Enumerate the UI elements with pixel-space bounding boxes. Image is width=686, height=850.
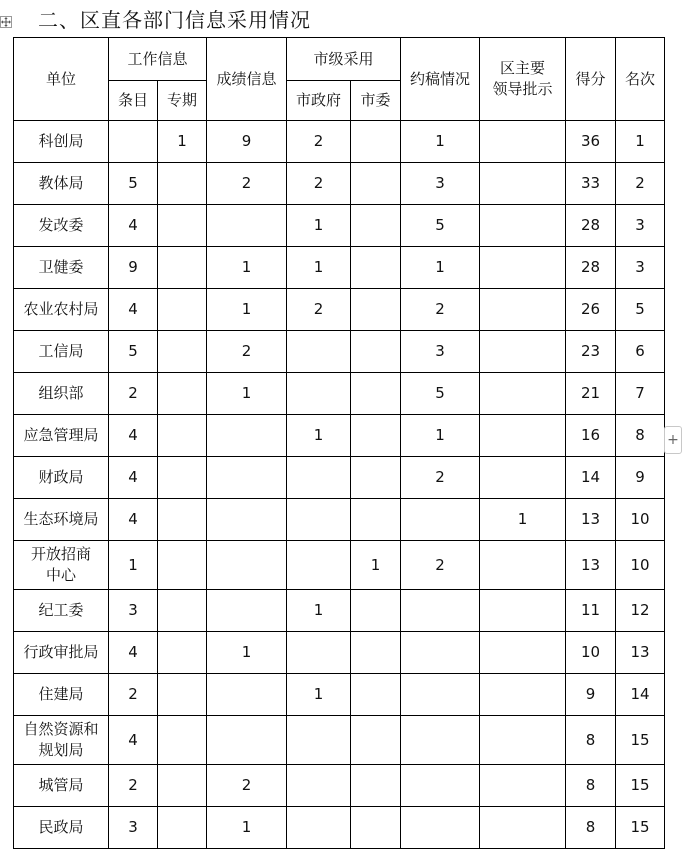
cell-rank: 10 (616, 499, 665, 541)
cell-rank: 14 (616, 674, 665, 716)
cell-unit: 科创局 (14, 121, 109, 163)
cell-city-gov (287, 331, 351, 373)
cell-achievements: 1 (207, 289, 287, 331)
cell-city-gov (287, 499, 351, 541)
cell-achievements: 2 (207, 765, 287, 807)
cell-unit: 开放招商中心 (14, 541, 109, 590)
cell-leader (480, 765, 566, 807)
cell-leader: 1 (480, 499, 566, 541)
cell-achievements (207, 541, 287, 590)
cell-leader (480, 121, 566, 163)
cell-special (158, 457, 207, 499)
cell-unit: 城管局 (14, 765, 109, 807)
cell-score: 10 (566, 632, 616, 674)
cell-items (109, 121, 158, 163)
cell-score: 28 (566, 247, 616, 289)
table-row (14, 415, 665, 457)
cell-leader (480, 541, 566, 590)
cell-commissioned (401, 765, 480, 807)
cell-commissioned (401, 499, 480, 541)
cell-city-committee (351, 674, 401, 716)
cell-achievements (207, 457, 287, 499)
cell-rank: 6 (616, 331, 665, 373)
cell-achievements: 1 (207, 632, 287, 674)
table-row (14, 457, 665, 499)
cell-city-committee (351, 163, 401, 205)
cell-commissioned (401, 590, 480, 632)
cell-special (158, 415, 207, 457)
cell-city-gov (287, 716, 351, 765)
cell-city-committee (351, 632, 401, 674)
cell-commissioned: 3 (401, 163, 480, 205)
cell-special (158, 331, 207, 373)
cell-leader (480, 807, 566, 849)
cell-leader (480, 716, 566, 765)
plus-icon[interactable]: + (664, 426, 682, 454)
cell-unit: 住建局 (14, 674, 109, 716)
cell-items: 5 (109, 331, 158, 373)
cell-unit: 民政局 (14, 807, 109, 849)
cell-unit: 工信局 (14, 331, 109, 373)
cell-items: 4 (109, 499, 158, 541)
table-row (14, 590, 665, 632)
cell-score: 8 (566, 765, 616, 807)
cell-score: 26 (566, 289, 616, 331)
table-row (14, 632, 665, 674)
cell-unit: 行政审批局 (14, 632, 109, 674)
cell-score: 23 (566, 331, 616, 373)
cell-unit: 组织部 (14, 373, 109, 415)
header-leader-line1: 区主要 (500, 59, 546, 77)
cell-items: 2 (109, 765, 158, 807)
cell-commissioned: 3 (401, 331, 480, 373)
cell-city-gov (287, 765, 351, 807)
cell-special (158, 163, 207, 205)
cell-city-gov: 1 (287, 590, 351, 632)
cell-achievements (207, 674, 287, 716)
cell-commissioned: 2 (401, 457, 480, 499)
cell-city-gov (287, 541, 351, 590)
cell-city-gov: 1 (287, 674, 351, 716)
cell-city-committee (351, 807, 401, 849)
table-row (14, 541, 665, 590)
cell-special: 1 (158, 121, 207, 163)
cell-items: 3 (109, 807, 158, 849)
cell-rank: 13 (616, 632, 665, 674)
cell-items: 5 (109, 163, 158, 205)
cell-city-committee (351, 457, 401, 499)
cell-city-gov (287, 632, 351, 674)
cell-commissioned: 2 (401, 541, 480, 590)
cell-special (158, 590, 207, 632)
cell-commissioned (401, 674, 480, 716)
cell-city-committee (351, 590, 401, 632)
cell-special (158, 716, 207, 765)
cell-score: 28 (566, 205, 616, 247)
cell-city-committee (351, 716, 401, 765)
cell-achievements: 9 (207, 121, 287, 163)
cell-rank: 15 (616, 807, 665, 849)
cell-city-gov: 2 (287, 121, 351, 163)
cell-leader (480, 590, 566, 632)
table-row (14, 331, 665, 373)
cell-achievements: 2 (207, 163, 287, 205)
cell-score: 8 (566, 807, 616, 849)
header-rank: 名次 (616, 38, 665, 121)
cell-leader (480, 205, 566, 247)
cell-special (158, 807, 207, 849)
cell-achievements (207, 499, 287, 541)
header-commissioned: 约稿情况 (401, 38, 480, 121)
cell-commissioned: 1 (401, 415, 480, 457)
header-leader-approval (480, 38, 566, 121)
cell-score: 13 (566, 541, 616, 590)
cell-rank: 15 (616, 716, 665, 765)
cell-leader (480, 247, 566, 289)
cell-commissioned: 5 (401, 373, 480, 415)
cell-achievements: 1 (207, 247, 287, 289)
cell-city-gov (287, 373, 351, 415)
header-score: 得分 (566, 38, 616, 121)
cell-unit: 农业农村局 (14, 289, 109, 331)
header-leader-line2: 领导批示 (492, 80, 553, 98)
cell-rank: 12 (616, 590, 665, 632)
cell-city-committee (351, 499, 401, 541)
cell-score: 14 (566, 457, 616, 499)
cell-rank: 8 (616, 415, 665, 457)
table-row (14, 205, 665, 247)
cell-rank: 3 (616, 205, 665, 247)
header-city-gov: 市政府 (287, 81, 351, 121)
table-row (14, 765, 665, 807)
cell-score: 36 (566, 121, 616, 163)
cell-special (158, 499, 207, 541)
cell-leader (480, 163, 566, 205)
cell-score: 33 (566, 163, 616, 205)
cell-leader (480, 373, 566, 415)
cell-achievements (207, 205, 287, 247)
cell-unit: 生态环境局 (14, 499, 109, 541)
cell-score: 16 (566, 415, 616, 457)
cell-unit: 纪工委 (14, 590, 109, 632)
cell-city-committee: 1 (351, 541, 401, 590)
cell-leader (480, 415, 566, 457)
cell-city-committee (351, 247, 401, 289)
cell-city-gov: 1 (287, 205, 351, 247)
cell-items: 2 (109, 373, 158, 415)
cell-commissioned: 1 (401, 121, 480, 163)
cell-special (158, 205, 207, 247)
cell-rank: 1 (616, 121, 665, 163)
cell-city-committee (351, 205, 401, 247)
table-row (14, 121, 665, 163)
cell-city-committee (351, 765, 401, 807)
cell-unit: 应急管理局 (14, 415, 109, 457)
table-row (14, 807, 665, 849)
cell-rank: 9 (616, 457, 665, 499)
cell-score: 21 (566, 373, 616, 415)
cell-achievements: 1 (207, 373, 287, 415)
cell-items: 4 (109, 415, 158, 457)
cell-items: 2 (109, 674, 158, 716)
cell-special (158, 632, 207, 674)
header-achievements: 成绩信息 (207, 38, 287, 121)
table-row (14, 716, 665, 765)
cell-special (158, 247, 207, 289)
cell-city-gov: 2 (287, 289, 351, 331)
cell-achievements (207, 415, 287, 457)
cell-score: 11 (566, 590, 616, 632)
cell-special (158, 289, 207, 331)
cell-commissioned: 2 (401, 289, 480, 331)
header-city-committee: 市委 (351, 81, 401, 121)
department-info-table (13, 37, 665, 849)
cell-leader (480, 289, 566, 331)
cell-unit: 卫健委 (14, 247, 109, 289)
cell-unit: 自然资源和规划局 (14, 716, 109, 765)
cell-city-gov (287, 807, 351, 849)
cell-special (158, 674, 207, 716)
cell-items: 9 (109, 247, 158, 289)
cell-unit: 发改委 (14, 205, 109, 247)
cell-special (158, 373, 207, 415)
cell-city-gov: 1 (287, 247, 351, 289)
cell-unit: 教体局 (14, 163, 109, 205)
header-work-info: 工作信息 (109, 38, 207, 81)
cell-city-committee (351, 331, 401, 373)
cell-score: 13 (566, 499, 616, 541)
cell-items: 4 (109, 289, 158, 331)
cell-commissioned (401, 807, 480, 849)
cell-city-gov: 2 (287, 163, 351, 205)
cell-unit: 财政局 (14, 457, 109, 499)
cell-achievements (207, 716, 287, 765)
cell-special (158, 765, 207, 807)
cell-leader (480, 457, 566, 499)
cell-city-gov (287, 457, 351, 499)
header-city-adoption: 市级采用 (287, 38, 401, 81)
cell-items: 4 (109, 632, 158, 674)
cell-commissioned: 5 (401, 205, 480, 247)
cell-rank: 2 (616, 163, 665, 205)
cell-rank: 7 (616, 373, 665, 415)
cell-items: 4 (109, 457, 158, 499)
table-row (14, 674, 665, 716)
table-row (14, 289, 665, 331)
cell-items: 4 (109, 716, 158, 765)
page-title: 二、区直各部门信息采用情况 (38, 8, 311, 32)
cell-items: 4 (109, 205, 158, 247)
cell-rank: 15 (616, 765, 665, 807)
cell-city-gov: 1 (287, 415, 351, 457)
cell-rank: 10 (616, 541, 665, 590)
cell-score: 8 (566, 716, 616, 765)
cell-commissioned: 1 (401, 247, 480, 289)
cell-leader (480, 632, 566, 674)
table-row (14, 373, 665, 415)
cell-achievements: 2 (207, 331, 287, 373)
header-special: 专期 (158, 81, 207, 121)
cell-items: 3 (109, 590, 158, 632)
cell-city-committee (351, 373, 401, 415)
cell-city-committee (351, 415, 401, 457)
cell-score: 9 (566, 674, 616, 716)
table-move-icon[interactable] (0, 16, 12, 28)
cell-rank: 3 (616, 247, 665, 289)
table-row (14, 499, 665, 541)
cell-achievements: 1 (207, 807, 287, 849)
cell-items: 1 (109, 541, 158, 590)
header-unit: 单位 (14, 38, 109, 121)
table-row (14, 247, 665, 289)
cell-achievements (207, 590, 287, 632)
cell-rank: 5 (616, 289, 665, 331)
cell-commissioned (401, 716, 480, 765)
cell-city-committee (351, 121, 401, 163)
cell-special (158, 541, 207, 590)
cell-commissioned (401, 632, 480, 674)
table-row (14, 163, 665, 205)
cell-leader (480, 331, 566, 373)
cell-leader (480, 674, 566, 716)
cell-city-committee (351, 289, 401, 331)
header-items: 条目 (109, 81, 158, 121)
